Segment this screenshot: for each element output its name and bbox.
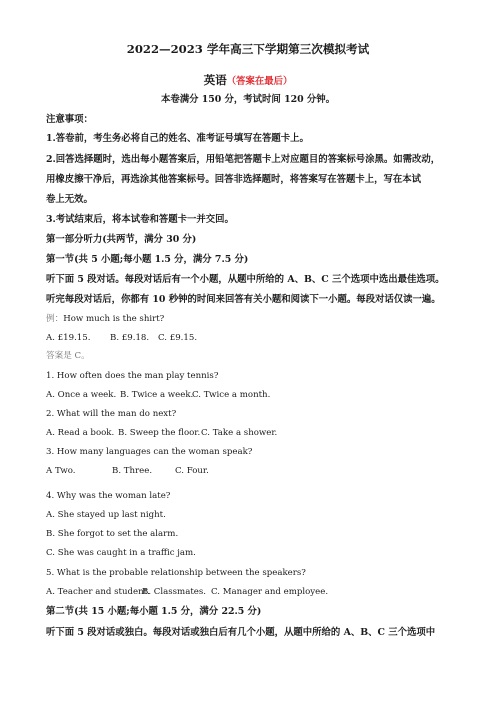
exam-meta: 本卷满分 150 分，考试时间 120 分钟。 (160, 94, 336, 105)
note-3: 3.考试结束后，将本试卷和答题卡一并交回。 (46, 214, 234, 225)
option: B. £9.18. (110, 333, 150, 343)
option: B. Three. (112, 466, 153, 476)
option: C. Take a shower. (201, 428, 278, 438)
question-4-option-a: A. She stayed up last night. (46, 510, 166, 520)
example-answer: 答案是 C。 (46, 351, 90, 361)
option: C. Twice a month. (192, 390, 271, 400)
section2-instructions: 听下面 5 段对话或独白。每段对话或独白后有几个小题，从题中所给的 A、B、C 三个选项中 (46, 627, 436, 638)
example-question (46, 315, 164, 324)
option: C. Four. (175, 466, 209, 476)
question-4-option-c: C. She was caught in a traffic jam. (46, 548, 196, 558)
question-5: 5. What is the probable relationship between the speakers? (46, 568, 306, 578)
question-3: 3. How many languages can the woman speak? (46, 447, 253, 457)
option: B. Classmates. (142, 587, 206, 597)
option: A. £19.15. (46, 333, 91, 343)
example-text: How much is the shirt? (63, 314, 165, 324)
section2-heading: 第二节(共 15 小题;每小题 1.5 分，满分 22.5 分) (46, 606, 262, 617)
option: A. Read a book. (46, 428, 115, 438)
note-2-line-1: 2.回答选择题时，选出每小题答案后，用铅笔把答题卡上对应题目的答案标号涂黑。如需改动， (46, 154, 441, 165)
section1-instructions-1: 听下面 5 段对话。每段对话后有一个小题，从题中所给的 A、B、C 三个选项中选出最佳选项。 (46, 274, 445, 285)
example-label: 例： (46, 314, 64, 324)
part1-heading: 第一部分听力(共两节，满分 30 分) (46, 234, 197, 245)
subject-line (0, 71, 496, 87)
option: C. £9.15. (158, 333, 198, 343)
question-2: 2. What will the man do next? (46, 409, 177, 419)
question-4: 4. Why was the woman late? (46, 491, 171, 501)
option: B. Twice a week. (120, 390, 194, 400)
note-1: 1.答卷前，考生务必将自己的姓名、准考证号填写在答题卡上。 (46, 133, 309, 144)
note-2-line-3: 卷上无效。 (46, 194, 93, 205)
option: B. Sweep the floor. (118, 428, 201, 438)
answer-note: （答案在最后） (226, 76, 293, 87)
subject: 英语 (203, 73, 227, 87)
exam-title: 2022—2023 学年高三下学期第三次模拟考试 (126, 42, 370, 56)
section1-heading: 第一节(共 5 小题;每小题 1.5 分，满分 7.5 分) (46, 254, 249, 265)
option: C. Manager and employee. (211, 587, 329, 597)
section1-instructions-2: 听完每段对话后，你都有 10 秒钟的时间来回答有关小题和阅读下一小题。每段对话仅读一遍。 (46, 294, 441, 305)
option: A. Teacher and student. (46, 587, 150, 597)
question-4-option-b: B. She forgot to set the alarm. (46, 529, 179, 539)
notes-heading: 注意事项： (46, 114, 93, 125)
option: A Two. (46, 466, 76, 476)
note-2-line-2: 用橡皮擦干净后，再选涂其他答案标号。回答非选择题时，将答案写在答题卡上，写在本试 (46, 174, 422, 185)
option: A. Once a week. (46, 390, 117, 400)
question-1: 1. How often does the man play tennis? (46, 371, 219, 381)
